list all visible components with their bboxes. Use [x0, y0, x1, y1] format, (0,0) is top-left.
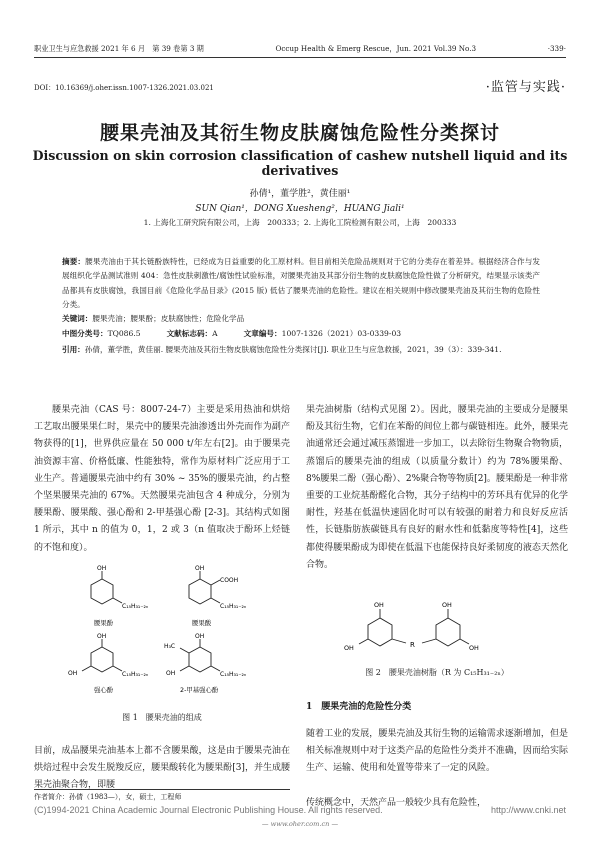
journal-en: Occup Health & Emerg Rescue，Jun. 2021 Vol.39 No.3: [275, 44, 477, 53]
oh-label: OH: [195, 565, 205, 572]
keywords-label: 关键词：: [62, 314, 93, 323]
paragraph: 传统概念中，天然产品一般较少具有危险性，: [306, 798, 487, 808]
cooh-label: COOH: [220, 577, 239, 584]
classification-line: [62, 328, 540, 339]
authors-en: SUN Qian¹，DONG Xuesheng²，HUANG Jiali¹: [195, 204, 405, 214]
footer-url[interactable]: — www.oher.com.cn —: [261, 820, 339, 828]
authors-cn: 孙倩¹，董学胜²，黄佳丽¹: [249, 189, 351, 199]
paragraph: 随着工业的发展，腰果壳油及其衍生物的运输需求逐渐增加，但是相关标准规则中对于这类产品的危险性分类并不准确，因而给实际生产、运输、使用和处置等带来了一定的风险。: [306, 729, 568, 774]
clc-value: TQ086.5: [107, 329, 141, 338]
section-1-heading: 1 腰果壳油的危险性分类: [306, 702, 412, 712]
copyright-line: [34, 805, 566, 815]
oh-label: OH: [195, 633, 205, 640]
structure-label-anacardic-acid: 腰果酸: [192, 619, 212, 627]
page-number: ·339·: [547, 44, 566, 53]
right-column-para2: [306, 717, 568, 787]
paragraph: 腰果壳油（CAS 号：8007-24-7）主要是采用热油和烘焙工艺取出腰果果仁时，果壳中的腰果壳油渗透出外壳而作为副产物获得的[1]，世界供应量在 50 000 t/年左右[2]。由于腰果壳油资源丰富、价格低廉、性能独特，常作为原材料广泛应用于工业生产。普通腰果壳油中约有 30% ~ 35%的腰果壳油，约占整个坚果腰果壳油的 67%。天然腰果壳油包含 4 种成分，分别为腰果酚、腰果酸、强心酚和 2-甲基强心酚 [2-3]。其结构式如图 1 所示，其中 n 的值为 0，1，2 或 3（n 值取决于酚环上烃链的不饱和度）。: [34, 405, 290, 553]
code-label: 文献标志码：: [166, 329, 213, 338]
title-cn: 腰果壳油及其衍生物皮肤腐蚀危险性分类探讨: [99, 122, 500, 144]
right-column-para3: [306, 786, 568, 821]
structure-label-cardanol: 腰果酚: [94, 619, 114, 627]
right-column-para1: [306, 402, 568, 574]
cnki-link[interactable]: http://www.cnki.net: [490, 805, 566, 815]
figure-1-structures: [60, 565, 280, 705]
citation-text: 孙倩，董学胜，黄佳丽. 腰果壳油及其衍生物皮肤腐蚀危险性分类探讨[J]. 职业卫生与应急救援，2021，39（3）：339-341.: [84, 345, 502, 354]
left-column-para1: [34, 402, 290, 557]
paragraph: 目前，成品腰果壳油基本上都不含腰果酸，这是由于腰果壳油在烘焙过程中会发生脱羧反应，腰果酸转化为腰果酚[3]，并生成腰果壳油聚合物，即腰: [34, 746, 290, 791]
affiliations: 1. 上海化工研究院有限公司，上海 200333；2. 上海化工院检测有限公司，上海 200333: [143, 218, 457, 227]
abstract: [62, 255, 540, 313]
chain-label: C₁₅H₃₁₋₂ₙ: [122, 603, 149, 610]
section-tag: ·监管与实践·: [485, 80, 566, 95]
figure-2-caption: 图 2 腰果壳油树脂（R 为 C₁₅H₃₁₋₂ₙ）: [365, 668, 509, 677]
keywords: [62, 313, 540, 324]
structure-label-2-methylcardol: 2-甲基强心酚: [180, 686, 219, 694]
paragraph: 果壳油树脂（结构式见图 2）。因此，腰果壳油的主要成分是腰果酚及其衍生物，它们在苯酚的间位上都与碳链相连。此外，腰果壳油通常还会通过减压蒸馏进一步加工，以去除衍生物聚合物物质，蒸馏后的腰果壳油的组成（以质量分数计）约为 78%腰果酚、8%腰果二酚（强心酚）、2%聚合物等物质[2]。腰果酚是一种非常重要的工业烷基酚醛化合物，其分子结构中的芳环具有优异的化学耐性，羟基在低温快速固化时可以有较强的耐着力和良好反应活性，长链脂肪族碳链具有良好的耐水性和低黏度等特性[4]，这些都使得腰果酚成为即使在低温下也能保持良好柔韧度的液态天然化合物。: [306, 405, 568, 570]
running-header: [34, 44, 566, 58]
chain-label: C₁₅H₃₁₋₂ₙ: [220, 671, 247, 678]
citation: [62, 343, 540, 357]
abstract-text: 腰果壳油由于其长链酚族特性，已经成为日益重要的化工原材料。但目前相关危险品规则对于它的分类存在着差异。根据经济合作与发展组织化学品测试准则 404：急性皮肤刺激性/腐蚀性试验标准，对腰果壳油及其部分衍生物的皮肤腐蚀危险性做了分析研究，结果显示该类产品都具有皮肤腐蚀，我国目前《危险化学品目录》(2015 版) 低估了腰果壳油的危险性。建议在相关规则中修改腰果壳油及其衍生物的危险性分类。: [62, 257, 540, 310]
article-id-label: 文章编号：: [243, 329, 282, 338]
oh-label: OH: [442, 601, 452, 609]
author-footnote: 作者简介：孙倩（1983—），女，硕士，工程师: [34, 789, 290, 802]
oh-label: OH: [374, 601, 384, 609]
figure-2-resin-structure: [340, 598, 530, 660]
title-en: Discussion on skin corrosion classification of cashew nutshell liquid and its derivatives: [32, 148, 568, 178]
r-label: R: [410, 641, 415, 649]
chain-label: C₁₅H₃₁₋₂ₙ: [220, 603, 247, 610]
ch3-label: H₃C: [164, 643, 176, 650]
clc-label: 中图分类号：: [62, 329, 108, 338]
journal-cn: 职业卫生与应急救援 2021 年 6 月 第 39 卷第 3 期: [34, 44, 204, 53]
chain-label: C₁₅H₃₁₋₂ₙ: [122, 671, 149, 678]
oh-label: OH: [166, 670, 176, 677]
copyright-text: (C)1994-2021 China Academic Journal Electronic Publishing House. All rights reserved.: [34, 805, 383, 815]
oh-label: OH: [344, 644, 354, 652]
code-value: A: [212, 329, 218, 338]
oh-label: OH: [469, 644, 479, 652]
oh-label: OH: [68, 670, 78, 677]
oh-label: OH: [97, 565, 107, 572]
abstract-label: 摘要：: [62, 257, 86, 266]
structure-label-cardol: 强心酚: [94, 686, 114, 694]
figure-1-caption: 图 1 腰果壳油的组成: [122, 713, 202, 722]
article-id-value: 1007-1326（2021）03-0339-03: [281, 329, 402, 338]
citation-label: 引用：: [62, 345, 85, 354]
keywords-text: 腰果壳油；腰果酚；皮肤腐蚀性；危险化学品: [92, 314, 245, 323]
doi[interactable]: DOI：10.16369/j.oher.issn.1007-1326.2021.03.021: [34, 84, 214, 92]
oh-label: OH: [97, 633, 107, 640]
